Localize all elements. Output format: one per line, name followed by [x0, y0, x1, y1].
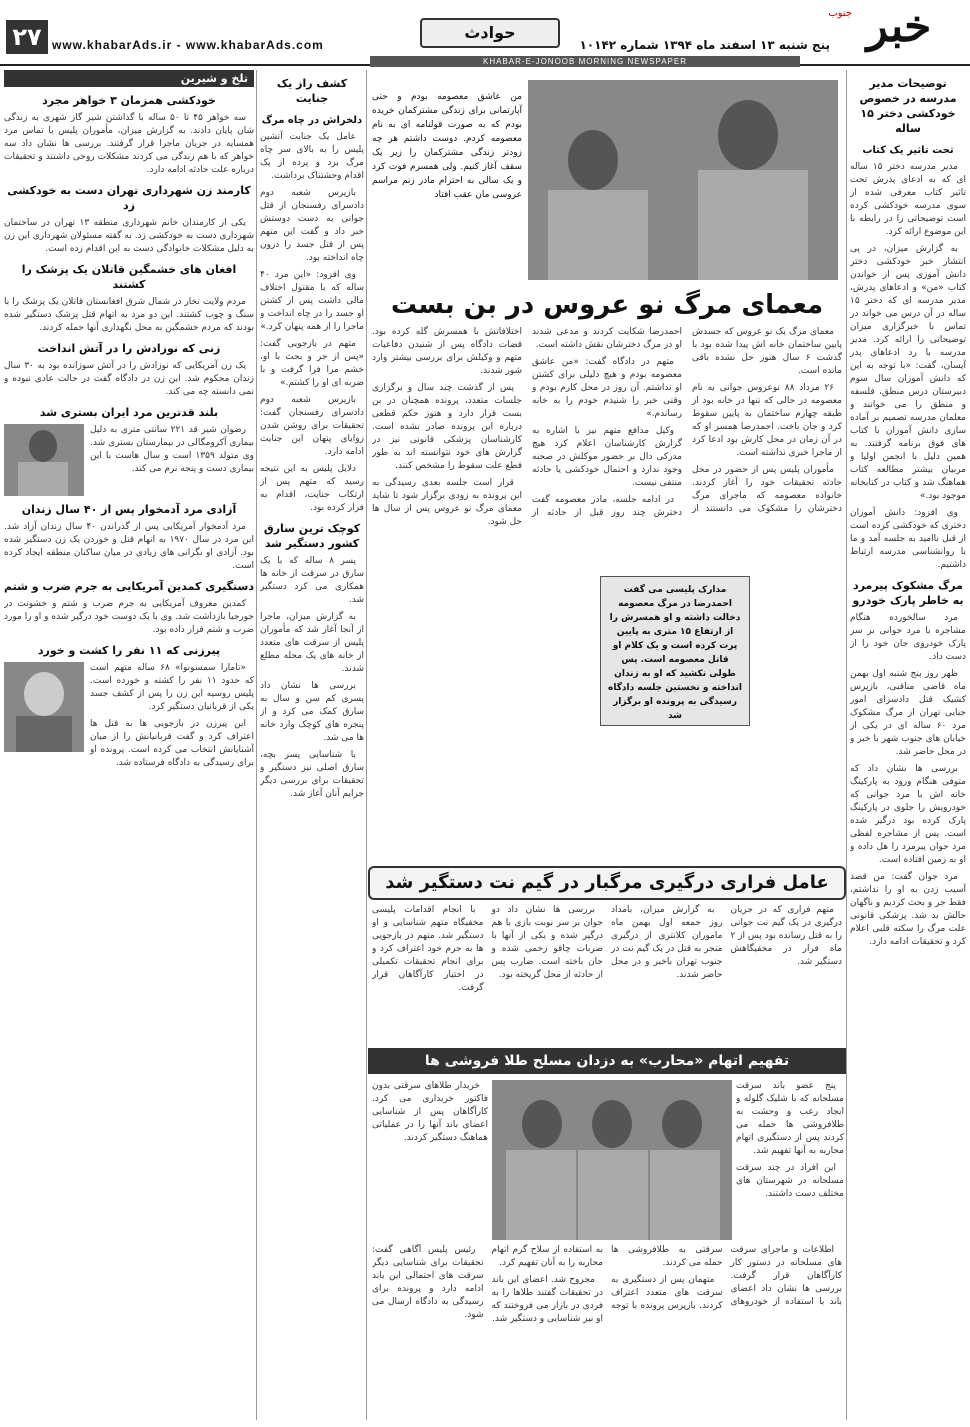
- gamenet-article: [372, 904, 842, 1044]
- news-heading: بلند قدترین مرد ایران بستری شد: [39, 406, 219, 419]
- pull-quote: مدارک پلیسی می گفت احمدرضا در مرگ معصومه دخالت داشته و او همسرش را از ارتفاع ۱۵ متری به پایین پرت کرده است و یک کلام او قاتل معصومه است. پس طولی نکشید که او به زندان انداخته و نخستین جلسه دادگاه رسیدگی به پرونده او برگزار شد: [600, 576, 750, 726]
- article-body: پنج عضو باند سرقت مسلحانه که با شلیک گلوله و ایجاد رعب و وحشت به طلافروشی ها حمله می کردند پس از دستگیری اتهام محاربه به آنها تفهیم شد. این افراد در چند سرقت مسلحانه در شهرستان های مختلف دست داشتند.: [736, 1081, 844, 1199]
- suspects-photo: [492, 1080, 732, 1240]
- news-heading: پیرزنی که ۱۱ نفر را کشت و خورد: [37, 644, 221, 657]
- news-heading: کارمند زن شهرداری تهران دست به خودکشی زد: [7, 184, 251, 212]
- column-divider: [846, 70, 847, 1420]
- robbers-article-side: [736, 1080, 844, 1240]
- article-body: معمای مرگ یک نو عروس که جسدش پایین ساختمان خانه اش پیدا شده بود با گذشت ۶ سال هنوز حل نشده باقی مانده است. ۲۶ مرداد ۸۸ نوعروس جوانی به نام معصومه در حالی که تنها در خانه بود از طبقه چهارم ساختمان به پایین سقوط کرد و جان باخت. احمدرضا همسر او که در آن زمان در محل کارش بود ادعا کرد از ماجرا خبری نداشته است. مأموران پلیس پس از حضور در محل حادثه تحقیقات خود را آغاز کردند. خانواده معصومه که ماجرای مرگ دخترشان را مشکوک می دانستند از احمدرضا شکایت کردند و مدعی شدند او در مرگ دخترشان نقش داشته است. متهم در دادگاه گفت: «من عاشق معصومه بودم و هیچ دلیلی برای کشتن او نداشتم. آن روز در محل کارم بودم و وقتی خبر را شنیدم خودم را به خانه رساندم.» وکیل مدافع متهم نیز با اشاره به گزارش کارشناسان اعلام کرد هیچ مدرکی دال بر حضور موکلش در صحنه وجود ندارد و احتمال خودکشی یا حادثه منتفی نیست. در ادامه جلسه، مادر معصومه گفت دخترش چند روز قبل از حادثه از اختلافاتش با همسرش گله کرده بود. قضات دادگاه پس از شنیدن دفاعیات متهم و وکیلش برای بررسی بیشتر وارد شور شدند. پس از گذشت چند سال و برگزاری جلسات متعدد، پرونده همچنان در بن بست قرار دارد و هنوز حکم قطعی درباره این پرونده صادر نشده است. کارشناسان پزشکی قانونی نیز در گزارش های خود نتوانسته اند به طور قطع علت سقوط را مشخص کنند. قرار است جلسه بعدی رسیدگی به این پرونده به زودی برگزار شود تا شاید معمای مرگ نو عروس پس از سال ها حل شود.: [372, 327, 842, 527]
- column-divider: [366, 70, 367, 1420]
- news-body: مرد آدمخوار آمریکایی پس از گذراندن ۴۰ سال زندان آزاد شد. این مرد در سال ۱۹۷۰ به اتهام قتل و خوردن یک زن دستگیر شده بود. آزادی او نگرانی های زیادی در میان ساکنان منطقه ایجاد کرده است.: [4, 522, 254, 571]
- news-body: سه خواهر ۴۵ تا ۵۰ ساله با گذاشتن شیر گاز شهری به زندگی شان پایان دادند. به گزارش میزان، مأموران پلیس با تماس مرد همسایه در جریان ماجرا قرار گرفتند. بررسی ها نشان داد سه خواهر که با هم زندگی می کردند مشکلات روحی داشتند و تحقیقات درباره علت حادثه ادامه دارد.: [4, 113, 254, 175]
- issue-date: پنج شنبه ۱۳ اسفند ماه ۱۳۹۴ شماره ۱۰۱۴۲: [579, 38, 830, 52]
- court-photo: [528, 80, 838, 280]
- article-body: مرد سالخورده هنگام مشاجره با مرد جوانی بر سر پارک خودروی جان خود را از دست داد. ظهر روز پنج شنبه اول بهمن ماه قاضی مناقبی، بازپرس کشیک قتل دادسرای امور جنایی تهران از مرگ مشکوک مرد ۶۰ ساله ای در یکی از خیابان های جنوب شهر با خبر و در محل حاضر شد. بررسی ها نشان داد که متوفی هنگام ورود به پارکینگ خانه اش با مرد جوانی که خودرویش را جلوی در پارکینگ پارک کرده بود درگیر شده است. پس از مشاجره لفظی مرد جوان پیرمرد را هل داده و او به زمین افتاده است. مرد جوان گفت: من قصد آسیب زدن به او را نداشتم، فقط جر و بحث کردیم و ناگهان حالش بد شد. پزشکی قانونی علت مرگ را سکته قلبی اعلام کرد و تحقیقات ادامه دارد.: [850, 613, 966, 947]
- headline-robbers: تفهیم اتهام «محارب» به دزدان مسلح طلا فروشی ها: [368, 1048, 846, 1074]
- news-body: کمدین معروف آمریکایی به جرم ضرب و شتم و خشونت در جورجیا بازداشت شد. وی با یک دوست خود درگیر شده و او را مورد ضرب و شتم قرار داده بود.: [4, 599, 254, 635]
- photo-caption: من عاشق معصومه بودم و حتی آپارتمانی برای زندگی مشترکمان خریده بودم که به صورت قولنامه ای به نام معصومه کردم. دوست داشتم هر چه زودتر زندگی مشترکمان را زیر یک سقف آغاز کنیم. ولی همسرم فوت کرد و یک سالی به احترام مادر زنم مراسم عروسی مان عقب افتاد: [372, 92, 522, 200]
- article-subheading: دلخراش در چاه مرگ: [261, 115, 363, 126]
- right-column: [850, 70, 966, 1420]
- article-body: پسر ۸ ساله که با یک سارق در سرقت از خانه ها همکاری می کرد دستگیر شد. به گزارش میزان، ماجرا از آنجا آغاز شد که مأموران پلیس از سرقت های متعدد از خانه های یک محله مطلع شدند. بررسی ها نشان داد پسری کم سن و سال به سارق کمک می کرد و از پنجره های کوچک وارد خانه ها می شد. با شناسایی پسر بچه، سارق اصلی نیز دستگیر و تحقیقات برای بررسی دیگر جرایم آنان آغاز شد.: [260, 556, 364, 799]
- news-heading: خودکشی همزمان ۳ خواهر مجرد: [42, 94, 216, 107]
- news-body: «تامارا سمسونوا» ۶۸ ساله متهم است که حدود ۱۱ نفر را کشته و خورده است. پلیس روسیه این زن را پس از کشف جسد یکی از قربانیان دستگیر کرد. این پیرزن در بازجویی ها به قتل ها اعتراف کرد و گفت قربانیانش را از میان آشنایانش انتخاب می کرده است. پرونده او برای رسیدگی به دادگاه فرستاده شد.: [90, 663, 254, 768]
- news-body: مردم ولایت تخار در شمال شرق افغانستان قاتلان یک پزشک را با سنگ و چوب کشتند. این دو مرد به اتهام قتل پزشک دستگیر شده بودند که مردم خشمگین به محل نگهداری آنها حمله کردند.: [4, 297, 254, 333]
- article-body: متهم فراری که در جریان درگیری در یک گیم نت جوانی را به قتل رسانده بود پس از ۲ ماه فرار در مخفیگاهش دستگیر شد. به گزارش میزان، بامداد روز جمعه اول بهمن ماه ماموران کلانتری از درگیری منجر به قتل در یک گیم نت در جنوب تهران باخبر و در محل حاضر شدند. بررسی ها نشان داد دو جوان بر سر نوبت بازی با هم درگیر شده و یکی از آنها با ضربات چاقو زخمی شده و جان باخته است. ضارب پس از حادثه از محل گریخته بود. با انجام اقدامات پلیسی مخفیگاه متهم شناسایی و او دستگیر شد. متهم در بازجویی ها به جرم خود اعتراف کرد و برای انجام تحقیقات تکمیلی در اختیار کارآگاهان قرار گرفت.: [372, 905, 842, 993]
- site-url[interactable]: www.khabarAds.ir - www.khabarAds.com: [52, 38, 324, 52]
- newspaper-logo: خبر: [866, 1, 932, 52]
- page-number: ۲۷: [6, 20, 48, 54]
- column-tag: تلخ و شیرین: [4, 70, 254, 87]
- robbers-article-left: [372, 1080, 488, 1240]
- article-body: مدیر مدرسه دختر ۱۵ ساله ای که به ادعای پدرش تحت تاثیر کتاب معرفی شده از سوی مدرسه خودکشی کرده است توضیحاتی را در رابطه با این موضوع ارائه کرد. به گزارش میزان، در پی انتشار خبر خودکشی دختر دانش آموزی پس از خواندن کتاب «من» و ادعاهای پدرش، مدیر مدرسه ای که دختر ۱۵ ساله در آن درس می خواند در تماس با خبرگزاری میزان توضیحاتی را ارائه کرد. مدیر مدرسه با رد ادعاهای پدر آیسان، گفت: «با توجه به این که دانش آموزان سال سوم دبیرستان درس منطق، فلسفه و منطق را می خوانند و معلمان مدرسه تصمیم بر آماده سازی دانش آموزان با کتاب های فوق برنامه گرفتند. به همین دلیل با انجمن اولیا و مربیان بیشتر مطالعه کتاب هماهنگ شد و کتاب در کتابخانه موجود بود.» وی افزود: دانش آموزان دختری که خودکشی کرده است از قبل ناامید به جلسه آمد و ما با روانشناسی مدرسه ارتباط داشتیم.: [850, 162, 966, 570]
- robbers-article-body: [372, 1244, 842, 1420]
- article-heading: مرگ مشکوک پیرمرد به خاطر پارک خودرو: [852, 579, 964, 607]
- column-divider: [256, 70, 257, 1420]
- news-heading: زنی که نوزادش را در آتش انداخت: [37, 342, 221, 355]
- main-headline: معمای مرگ نو عروس در بن بست: [390, 290, 824, 320]
- tall-man-photo: [4, 424, 84, 496]
- news-heading: دستگیری کمدین آمریکایی به جرم ضرب و شتم: [4, 580, 254, 593]
- news-body: یک زن آمریکایی که نوزادش را در آتش سوزانده بود به ۳۰ سال زندان محکوم شد. این زن در دادگاه گفت در حالت عادی نبوده و نمی دانسته چه می کند.: [4, 361, 254, 397]
- article-body: عامل یک جنایت آتشین پلیس را به بالای سر چاه مرگ برد و پرده از یک اقدام وحشتناک برداشت. بازپرس شعبه دوم دادسرای رفسنجان از قتل جوانی به دست دوستش خبر داد و گفت این متهم پس از قتل جسد را درون چاه انداخته بود. وی افزود: «این مرد ۴۰ ساله که با مقتول اختلاف مالی داشت پس از کشتن او جسد را در چاه انداخت و ماجرا را از همه پنهان کرد.» متهم در بازجویی گفت: «پس از جر و بحث با او، خشم مرا فرا گرفت و با ضربه ای او را کشتم.» بازپرس شعبه دوم دادسرای رفسنجان گفت: تحقیقات برای روشن شدن زوایای پنهان این جنایت ادامه دارد. دلایل پلیس به این نتیجه رسید که متهم پس از ارتکاب جنایت، اقدام به فرار کرده بود.: [260, 132, 364, 513]
- news-heading: آزادی مرد آدمخوار پس از ۴۰ سال زندان: [21, 503, 237, 516]
- article-heading: توضیحات مدیر مدرسه در خصوص خودکشی دختر ۱۵ ساله: [859, 77, 957, 135]
- news-body: یکی از کارمندان خانم شهرداری منطقه ۱۳ تهران در ساختمان شهرداری دست به خودکشی زد. به گفته مسئولان شهرداری این زن به دلیل مشکلات خانوادگی دست به این اقدام زده است.: [4, 218, 254, 254]
- column-four: [260, 70, 364, 1420]
- news-heading: افغان های خشمگین قاتلان یک پزشک را کشتند: [21, 263, 237, 291]
- article-body: خریدار طلاهای سرقتی بدون فاکتور خریداری می کرد. کارآگاهان پس از شناسایی اعضای باند آنها را در عملیاتی هماهنگ دستگیر کردند.: [372, 1081, 488, 1143]
- left-column: [4, 70, 254, 1420]
- logo-subtitle: جنوب: [828, 8, 852, 19]
- english-banner: KHABAR-E-JONOOB MORNING NEWSPAPER: [370, 56, 800, 67]
- article-subheading: تحت تاثیر یک کتاب: [862, 145, 954, 156]
- news-body: رضوان شیر قد ۲۲۱ سانتی متری به دلیل بیماری آکرومگالی در بیمارستان بستری شد. وی متولد ۱۳۵۹ است و سال هاست با این بیماری دست و پنجه نرم می کند.: [90, 425, 254, 474]
- article-heading: کشف راز یک جنایت: [276, 77, 348, 105]
- article-heading: کوچک ترین سارق کشور دستگیر شد: [263, 522, 361, 550]
- section-title: حوادث: [420, 18, 560, 48]
- headline-gamenet: عامل فراری درگیری مرگبار در گیم نت دستگیر شد: [368, 866, 846, 900]
- masthead: [0, 0, 970, 66]
- old-woman-photo: [4, 662, 84, 752]
- article-body: اطلاعات و ماجرای سرقت های مسلحانه در دستور کار کارآگاهان قرار گرفت. بررسی ها نشان داد اعضای باند با استفاده از خودروهای سرقتی به طلافروشی ها حمله می کردند. متهمان پس از دستگیری به سرقت های متعدد اعتراف کردند. بازپرس پرونده با توجه به استفاده از سلاح گرم اتهام محاربه را به آنان تفهیم کرد. مجروح شد. اعضای این باند در تحقیقات گفتند طلاها را به فردی در بازار می فروختند که او نیز شناسایی و دستگیر شد. رئیس پلیس آگاهی گفت: تحقیقات برای شناسایی دیگر سرقت های احتمالی این باند ادامه دارد و پرونده برای رسیدگی به دادگاه ارسال می شود.: [372, 1245, 842, 1324]
